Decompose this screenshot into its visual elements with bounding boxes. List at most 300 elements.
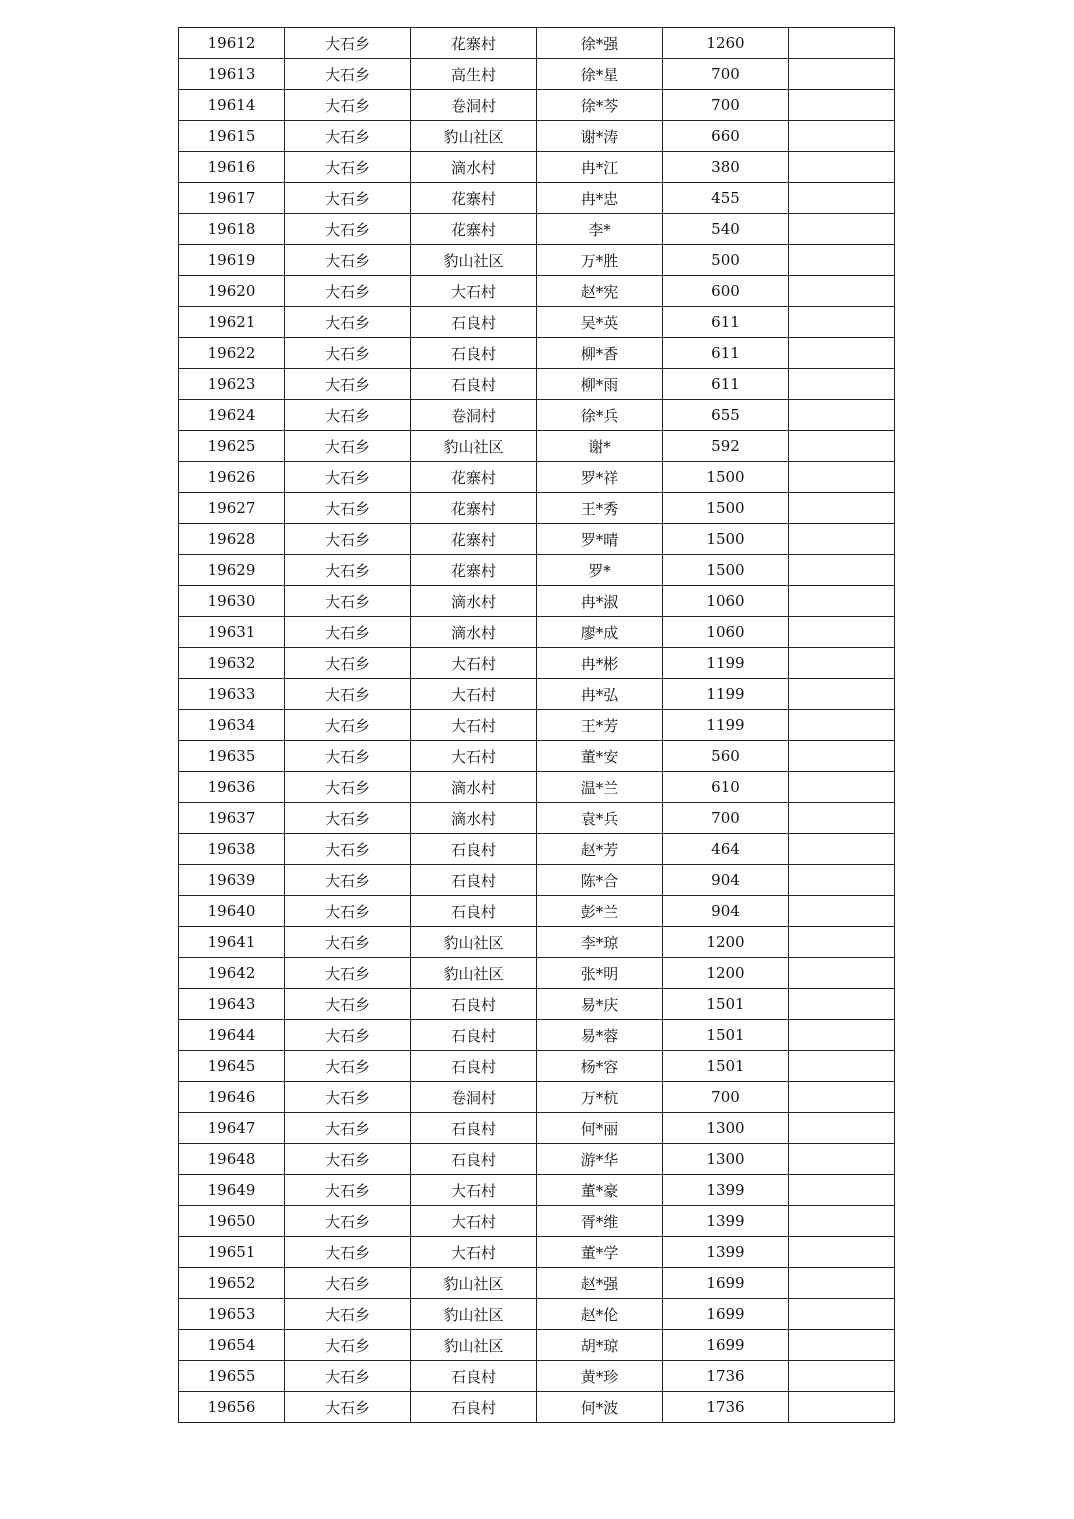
- amount-cell: 380: [663, 152, 789, 183]
- amount-cell: 560: [663, 741, 789, 772]
- remark-cell: [789, 276, 895, 307]
- township-cell: 大石乡: [285, 555, 411, 586]
- amount-cell: 700: [663, 90, 789, 121]
- village-cell: 滴水村: [411, 803, 537, 834]
- remark-cell: [789, 896, 895, 927]
- township-cell: 大石乡: [285, 1206, 411, 1237]
- remark-cell: [789, 1299, 895, 1330]
- amount-cell: 1501: [663, 1051, 789, 1082]
- village-cell: 石良村: [411, 1051, 537, 1082]
- township-cell: 大石乡: [285, 1175, 411, 1206]
- township-cell: 大石乡: [285, 1299, 411, 1330]
- table-row: [179, 803, 895, 834]
- table-row: [179, 1237, 895, 1268]
- township-cell: 大石乡: [285, 896, 411, 927]
- name-cell: 柳*香: [537, 338, 663, 369]
- amount-cell: 700: [663, 1082, 789, 1113]
- remark-cell: [789, 400, 895, 431]
- name-cell: 李*琼: [537, 927, 663, 958]
- record-number-cell: 19624: [179, 400, 285, 431]
- township-cell: 大石乡: [285, 1392, 411, 1423]
- remark-cell: [789, 214, 895, 245]
- township-cell: 大石乡: [285, 772, 411, 803]
- name-cell: 罗*祥: [537, 462, 663, 493]
- village-cell: 滴水村: [411, 772, 537, 803]
- amount-cell: 1199: [663, 710, 789, 741]
- record-number-cell: 19640: [179, 896, 285, 927]
- village-cell: 豹山社区: [411, 1268, 537, 1299]
- table-row: [179, 152, 895, 183]
- township-cell: 大石乡: [285, 989, 411, 1020]
- record-number-cell: 19630: [179, 586, 285, 617]
- name-cell: 赵*强: [537, 1268, 663, 1299]
- table-row: [179, 1268, 895, 1299]
- amount-cell: 1699: [663, 1330, 789, 1361]
- township-cell: 大石乡: [285, 803, 411, 834]
- township-cell: 大石乡: [285, 338, 411, 369]
- name-cell: 袁*兵: [537, 803, 663, 834]
- amount-cell: 455: [663, 183, 789, 214]
- village-cell: 豹山社区: [411, 245, 537, 276]
- village-cell: 卷洞村: [411, 400, 537, 431]
- amount-cell: 611: [663, 369, 789, 400]
- name-cell: 冉*淑: [537, 586, 663, 617]
- village-cell: 豹山社区: [411, 958, 537, 989]
- record-number-cell: 19656: [179, 1392, 285, 1423]
- remark-cell: [789, 307, 895, 338]
- amount-cell: 1060: [663, 586, 789, 617]
- name-cell: 温*兰: [537, 772, 663, 803]
- village-cell: 大石村: [411, 1206, 537, 1237]
- township-cell: 大石乡: [285, 1082, 411, 1113]
- village-cell: 花寨村: [411, 28, 537, 59]
- amount-cell: 1500: [663, 555, 789, 586]
- village-cell: 大石村: [411, 1237, 537, 1268]
- name-cell: 陈*合: [537, 865, 663, 896]
- record-number-cell: 19618: [179, 214, 285, 245]
- amount-cell: 1200: [663, 927, 789, 958]
- table-row: [179, 369, 895, 400]
- amount-cell: 611: [663, 307, 789, 338]
- remark-cell: [789, 183, 895, 214]
- township-cell: 大石乡: [285, 1268, 411, 1299]
- village-cell: 大石村: [411, 1175, 537, 1206]
- village-cell: 滴水村: [411, 586, 537, 617]
- record-number-cell: 19639: [179, 865, 285, 896]
- remark-cell: [789, 431, 895, 462]
- township-cell: 大石乡: [285, 1237, 411, 1268]
- name-cell: 董*安: [537, 741, 663, 772]
- township-cell: 大石乡: [285, 121, 411, 152]
- remark-cell: [789, 772, 895, 803]
- township-cell: 大石乡: [285, 679, 411, 710]
- township-cell: 大石乡: [285, 152, 411, 183]
- amount-cell: 700: [663, 59, 789, 90]
- amount-cell: 610: [663, 772, 789, 803]
- name-cell: 何*波: [537, 1392, 663, 1423]
- remark-cell: [789, 1175, 895, 1206]
- record-number-cell: 19633: [179, 679, 285, 710]
- township-cell: 大石乡: [285, 958, 411, 989]
- table-row: [179, 431, 895, 462]
- name-cell: 赵*伦: [537, 1299, 663, 1330]
- village-cell: 石良村: [411, 369, 537, 400]
- township-cell: 大石乡: [285, 90, 411, 121]
- amount-cell: 1060: [663, 617, 789, 648]
- record-number-cell: 19627: [179, 493, 285, 524]
- village-cell: 花寨村: [411, 555, 537, 586]
- village-cell: 卷洞村: [411, 1082, 537, 1113]
- remark-cell: [789, 1206, 895, 1237]
- remark-cell: [789, 245, 895, 276]
- record-number-cell: 19651: [179, 1237, 285, 1268]
- township-cell: 大石乡: [285, 493, 411, 524]
- name-cell: 董*学: [537, 1237, 663, 1268]
- township-cell: 大石乡: [285, 648, 411, 679]
- table-row: [179, 90, 895, 121]
- table-row: [179, 524, 895, 555]
- remark-cell: [789, 152, 895, 183]
- record-number-cell: 19626: [179, 462, 285, 493]
- name-cell: 徐*星: [537, 59, 663, 90]
- table-row: [179, 555, 895, 586]
- data-table: [178, 27, 895, 1423]
- township-cell: 大石乡: [285, 834, 411, 865]
- record-number-cell: 19616: [179, 152, 285, 183]
- table-row: [179, 1361, 895, 1392]
- amount-cell: 1736: [663, 1392, 789, 1423]
- township-cell: 大石乡: [285, 1330, 411, 1361]
- amount-cell: 1736: [663, 1361, 789, 1392]
- record-number-cell: 19652: [179, 1268, 285, 1299]
- name-cell: 徐*强: [537, 28, 663, 59]
- amount-cell: 1500: [663, 524, 789, 555]
- village-cell: 豹山社区: [411, 927, 537, 958]
- remark-cell: [789, 1144, 895, 1175]
- table-row: [179, 1020, 895, 1051]
- name-cell: 黄*珍: [537, 1361, 663, 1392]
- name-cell: 杨*容: [537, 1051, 663, 1082]
- village-cell: 花寨村: [411, 214, 537, 245]
- record-number-cell: 19622: [179, 338, 285, 369]
- name-cell: 罗*晴: [537, 524, 663, 555]
- amount-cell: 1199: [663, 648, 789, 679]
- name-cell: 何*丽: [537, 1113, 663, 1144]
- table-row: [179, 679, 895, 710]
- township-cell: 大石乡: [285, 183, 411, 214]
- amount-cell: 904: [663, 896, 789, 927]
- township-cell: 大石乡: [285, 307, 411, 338]
- amount-cell: 1300: [663, 1144, 789, 1175]
- township-cell: 大石乡: [285, 276, 411, 307]
- township-cell: 大石乡: [285, 741, 411, 772]
- amount-cell: 1699: [663, 1299, 789, 1330]
- record-number-cell: 19649: [179, 1175, 285, 1206]
- record-number-cell: 19648: [179, 1144, 285, 1175]
- record-number-cell: 19631: [179, 617, 285, 648]
- remark-cell: [789, 338, 895, 369]
- township-cell: 大石乡: [285, 1051, 411, 1082]
- record-number-cell: 19654: [179, 1330, 285, 1361]
- name-cell: 吴*英: [537, 307, 663, 338]
- name-cell: 王*芳: [537, 710, 663, 741]
- township-cell: 大石乡: [285, 369, 411, 400]
- remark-cell: [789, 1361, 895, 1392]
- township-cell: 大石乡: [285, 28, 411, 59]
- table-row: [179, 462, 895, 493]
- record-number-cell: 19628: [179, 524, 285, 555]
- amount-cell: 1500: [663, 462, 789, 493]
- remark-cell: [789, 803, 895, 834]
- remark-cell: [789, 90, 895, 121]
- village-cell: 石良村: [411, 1113, 537, 1144]
- remark-cell: [789, 59, 895, 90]
- record-number-cell: 19612: [179, 28, 285, 59]
- township-cell: 大石乡: [285, 462, 411, 493]
- amount-cell: 1500: [663, 493, 789, 524]
- remark-cell: [789, 28, 895, 59]
- name-cell: 易*庆: [537, 989, 663, 1020]
- remark-cell: [789, 524, 895, 555]
- record-number-cell: 19643: [179, 989, 285, 1020]
- village-cell: 花寨村: [411, 183, 537, 214]
- record-number-cell: 19632: [179, 648, 285, 679]
- village-cell: 石良村: [411, 1392, 537, 1423]
- name-cell: 张*明: [537, 958, 663, 989]
- name-cell: 罗*: [537, 555, 663, 586]
- amount-cell: 1200: [663, 958, 789, 989]
- name-cell: 冉*江: [537, 152, 663, 183]
- township-cell: 大石乡: [285, 586, 411, 617]
- amount-cell: 700: [663, 803, 789, 834]
- township-cell: 大石乡: [285, 245, 411, 276]
- remark-cell: [789, 865, 895, 896]
- township-cell: 大石乡: [285, 1144, 411, 1175]
- remark-cell: [789, 958, 895, 989]
- table-row: [179, 400, 895, 431]
- amount-cell: 600: [663, 276, 789, 307]
- amount-cell: 660: [663, 121, 789, 152]
- name-cell: 万*杭: [537, 1082, 663, 1113]
- remark-cell: [789, 1330, 895, 1361]
- township-cell: 大石乡: [285, 59, 411, 90]
- village-cell: 石良村: [411, 1144, 537, 1175]
- record-number-cell: 19650: [179, 1206, 285, 1237]
- village-cell: 豹山社区: [411, 431, 537, 462]
- table-row: [179, 28, 895, 59]
- table-row: [179, 1299, 895, 1330]
- table-row: [179, 958, 895, 989]
- remark-cell: [789, 462, 895, 493]
- name-cell: 王*秀: [537, 493, 663, 524]
- record-number-cell: 19623: [179, 369, 285, 400]
- table-row: [179, 1051, 895, 1082]
- table-row: [179, 1144, 895, 1175]
- table-row: [179, 1206, 895, 1237]
- remark-cell: [789, 679, 895, 710]
- village-cell: 滴水村: [411, 617, 537, 648]
- village-cell: 高生村: [411, 59, 537, 90]
- remark-cell: [789, 1020, 895, 1051]
- name-cell: 徐*芩: [537, 90, 663, 121]
- table-row: [179, 927, 895, 958]
- township-cell: 大石乡: [285, 1113, 411, 1144]
- record-number-cell: 19653: [179, 1299, 285, 1330]
- table-row: [179, 648, 895, 679]
- record-number-cell: 19615: [179, 121, 285, 152]
- township-cell: 大石乡: [285, 865, 411, 896]
- table-row: [179, 586, 895, 617]
- village-cell: 豹山社区: [411, 1299, 537, 1330]
- record-number-cell: 19637: [179, 803, 285, 834]
- record-number-cell: 19614: [179, 90, 285, 121]
- table-row: [179, 1175, 895, 1206]
- amount-cell: 1260: [663, 28, 789, 59]
- amount-cell: 540: [663, 214, 789, 245]
- remark-cell: [789, 121, 895, 152]
- record-number-cell: 19629: [179, 555, 285, 586]
- name-cell: 徐*兵: [537, 400, 663, 431]
- record-number-cell: 19647: [179, 1113, 285, 1144]
- village-cell: 大石村: [411, 679, 537, 710]
- amount-cell: 655: [663, 400, 789, 431]
- record-number-cell: 19621: [179, 307, 285, 338]
- remark-cell: [789, 1113, 895, 1144]
- amount-cell: 1300: [663, 1113, 789, 1144]
- amount-cell: 1399: [663, 1237, 789, 1268]
- table-row: [179, 617, 895, 648]
- village-cell: 花寨村: [411, 462, 537, 493]
- record-number-cell: 19620: [179, 276, 285, 307]
- village-cell: 石良村: [411, 1361, 537, 1392]
- table-row: [179, 834, 895, 865]
- village-cell: 石良村: [411, 834, 537, 865]
- remark-cell: [789, 555, 895, 586]
- remark-cell: [789, 927, 895, 958]
- table-row: [179, 710, 895, 741]
- remark-cell: [789, 1268, 895, 1299]
- village-cell: 豹山社区: [411, 1330, 537, 1361]
- name-cell: 彭*兰: [537, 896, 663, 927]
- table-row: [179, 276, 895, 307]
- record-number-cell: 19655: [179, 1361, 285, 1392]
- table-row: [179, 1330, 895, 1361]
- village-cell: 大石村: [411, 648, 537, 679]
- amount-cell: 464: [663, 834, 789, 865]
- record-number-cell: 19638: [179, 834, 285, 865]
- township-cell: 大石乡: [285, 710, 411, 741]
- remark-cell: [789, 1392, 895, 1423]
- remark-cell: [789, 1237, 895, 1268]
- amount-cell: 500: [663, 245, 789, 276]
- township-cell: 大石乡: [285, 214, 411, 245]
- name-cell: 万*胜: [537, 245, 663, 276]
- name-cell: 柳*雨: [537, 369, 663, 400]
- record-number-cell: 19642: [179, 958, 285, 989]
- township-cell: 大石乡: [285, 431, 411, 462]
- name-cell: 冉*忠: [537, 183, 663, 214]
- record-number-cell: 19646: [179, 1082, 285, 1113]
- name-cell: 冉*彬: [537, 648, 663, 679]
- name-cell: 冉*弘: [537, 679, 663, 710]
- record-number-cell: 19636: [179, 772, 285, 803]
- record-number-cell: 19634: [179, 710, 285, 741]
- table-row: [179, 245, 895, 276]
- village-cell: 卷洞村: [411, 90, 537, 121]
- amount-cell: 1199: [663, 679, 789, 710]
- township-cell: 大石乡: [285, 617, 411, 648]
- table-row: [179, 1082, 895, 1113]
- remark-cell: [789, 989, 895, 1020]
- record-number-cell: 19619: [179, 245, 285, 276]
- table-row: [179, 214, 895, 245]
- name-cell: 董*豪: [537, 1175, 663, 1206]
- name-cell: 谢*: [537, 431, 663, 462]
- table-row: [179, 183, 895, 214]
- table-row: [179, 1113, 895, 1144]
- township-cell: 大石乡: [285, 1020, 411, 1051]
- village-cell: 大石村: [411, 741, 537, 772]
- amount-cell: 904: [663, 865, 789, 896]
- name-cell: 胥*维: [537, 1206, 663, 1237]
- amount-cell: 1501: [663, 989, 789, 1020]
- table-row: [179, 59, 895, 90]
- village-cell: 石良村: [411, 865, 537, 896]
- table-row: [179, 338, 895, 369]
- name-cell: 赵*芳: [537, 834, 663, 865]
- amount-cell: 1399: [663, 1175, 789, 1206]
- table-body: [179, 28, 895, 1423]
- remark-cell: [789, 586, 895, 617]
- amount-cell: 1399: [663, 1206, 789, 1237]
- remark-cell: [789, 710, 895, 741]
- table-row: [179, 1392, 895, 1423]
- amount-cell: 1501: [663, 1020, 789, 1051]
- record-number-cell: 19644: [179, 1020, 285, 1051]
- table-row: [179, 741, 895, 772]
- table-row: [179, 307, 895, 338]
- amount-cell: 1699: [663, 1268, 789, 1299]
- table-row: [179, 493, 895, 524]
- amount-cell: 611: [663, 338, 789, 369]
- name-cell: 谢*涛: [537, 121, 663, 152]
- village-cell: 石良村: [411, 896, 537, 927]
- record-number-cell: 19641: [179, 927, 285, 958]
- remark-cell: [789, 741, 895, 772]
- remark-cell: [789, 1082, 895, 1113]
- record-number-cell: 19617: [179, 183, 285, 214]
- record-number-cell: 19613: [179, 59, 285, 90]
- remark-cell: [789, 1051, 895, 1082]
- table-row: [179, 121, 895, 152]
- township-cell: 大石乡: [285, 524, 411, 555]
- name-cell: 游*华: [537, 1144, 663, 1175]
- village-cell: 花寨村: [411, 493, 537, 524]
- name-cell: 李*: [537, 214, 663, 245]
- table-row: [179, 989, 895, 1020]
- village-cell: 大石村: [411, 710, 537, 741]
- name-cell: 廖*成: [537, 617, 663, 648]
- remark-cell: [789, 834, 895, 865]
- village-cell: 豹山社区: [411, 121, 537, 152]
- record-number-cell: 19635: [179, 741, 285, 772]
- name-cell: 易*蓉: [537, 1020, 663, 1051]
- record-number-cell: 19625: [179, 431, 285, 462]
- table-row: [179, 865, 895, 896]
- amount-cell: 592: [663, 431, 789, 462]
- village-cell: 石良村: [411, 1020, 537, 1051]
- name-cell: 赵*宪: [537, 276, 663, 307]
